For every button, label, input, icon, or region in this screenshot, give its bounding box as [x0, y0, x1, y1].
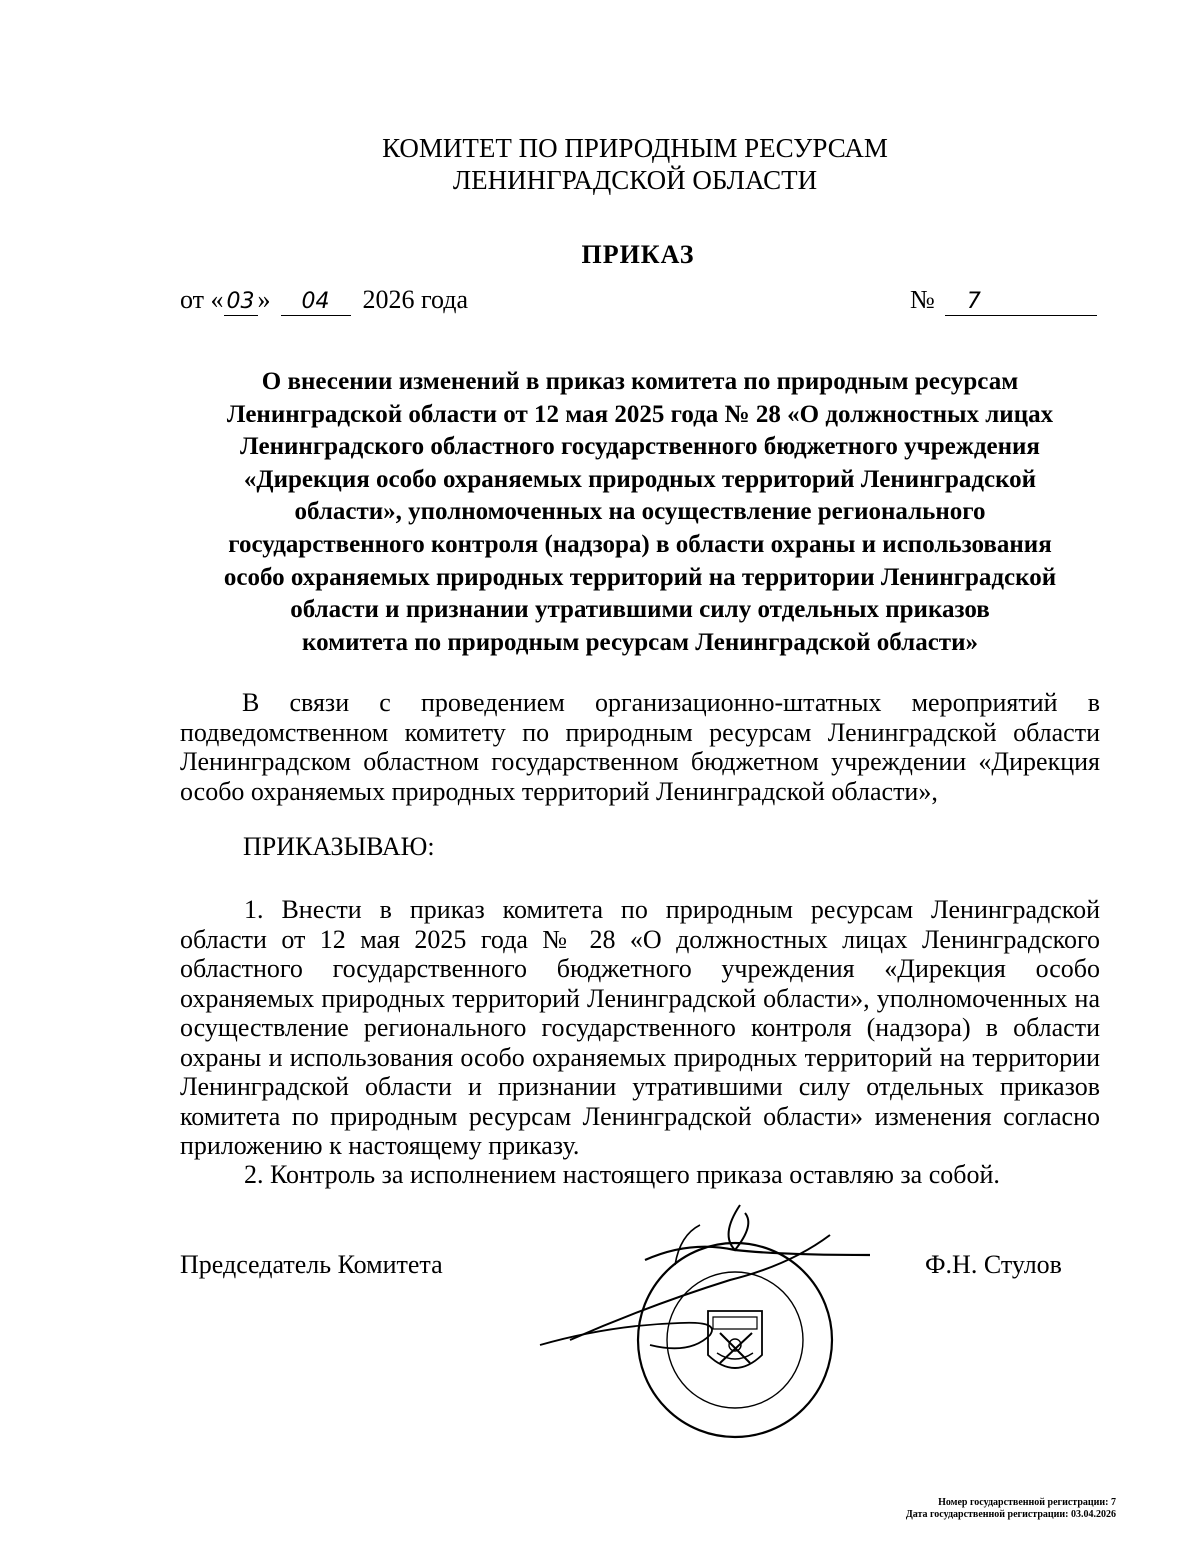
date-mid: » [257, 285, 271, 314]
date-day-handwritten: 03 [224, 289, 258, 316]
signatory-name: Ф.Н. Стулов [925, 1250, 1062, 1279]
number-value-handwritten: 7 [945, 289, 1097, 316]
title-line: «Дирекция особо охраняемых природных территорий Ленинградской [243, 465, 1037, 493]
coat-of-arms-icon [708, 1311, 762, 1368]
seal-inner-ring [667, 1272, 803, 1408]
order-item-2: 2. Контроль за исполнением настоящего приказа оставляю за собой. [244, 1160, 1000, 1189]
title-line: области», уполномоченных на осуществление регионального [294, 498, 986, 526]
preamble-paragraph: В связи с проведением организационно-штатных мероприятий в подведомственном комитету по природным ресурсам Ленинградской области Ленинградском областном государственном бюджетном учреждении «Дирекция особо охраняемых природных территорий Ленинградской области», [180, 688, 1100, 806]
registration-date: Дата государственной регистрации: 03.04.2026 [905, 1509, 1116, 1520]
official-seal-and-signature [530, 1195, 890, 1485]
document-type: ПРИКАЗ [581, 240, 695, 269]
date-line [180, 285, 468, 316]
organization-header [0, 132, 1200, 196]
title-line: особо охраняемых природных территорий на территории Ленинградской [223, 563, 1057, 591]
date-month-handwritten: 04 [281, 289, 351, 316]
order-word: ПРИКАЗЫВАЮ: [243, 832, 435, 861]
title-line: государственного контроля (надзора) в области охраны и использования [228, 530, 1052, 558]
registration-number: Номер государственной регистрации: 7 [938, 1497, 1116, 1508]
number-line [910, 285, 1097, 316]
order-item-1: 1. Внести в приказ комитета по природным ресурсам Ленинградской области от 12 мая 2025 года № 28 «О должностных лицах Ленинградского областного государственного бюджетного учреждения «Дирекция особо охраняемых природных территорий Ленинградской области», уполномоченных на осуществление регионального государственного контроля (надзора) в области охраны и использования особо охраняемых природных территорий на территории Ленинградской области и признании утратившими силу отдельных приказов комитета по природным ресурсам Ленинградской области» изменения согласно приложению к настоящему приказу. [180, 895, 1100, 1160]
title-line: комитета по природным ресурсам Ленинградской области» [302, 628, 978, 656]
number-label: № [910, 285, 935, 314]
organization-line-1: КОМИТЕТ ПО ПРИРОДНЫМ РЕСУРСАМ [382, 133, 888, 163]
date-suffix: 2026 года [362, 285, 469, 314]
title-line: Ленинградской области от 12 мая 2025 года № 28 «О должностных лицах [226, 400, 1054, 428]
date-prefix: от « [180, 285, 224, 314]
registration-info [906, 1497, 1116, 1521]
document-title [180, 366, 1100, 659]
signatory-position: Председатель Комитета [180, 1250, 443, 1279]
organization-line-2: ЛЕНИНГРАДСКОЙ ОБЛАСТИ [452, 165, 818, 195]
title-line: Ленинградского областного государственного бюджетного учреждения [240, 433, 1040, 461]
title-line: О внесении изменений в приказ комитета по природным ресурсам [261, 368, 1019, 395]
handwritten-signature [540, 1205, 870, 1348]
title-line: области и признании утратившими силу отдельных приказов [290, 596, 990, 624]
